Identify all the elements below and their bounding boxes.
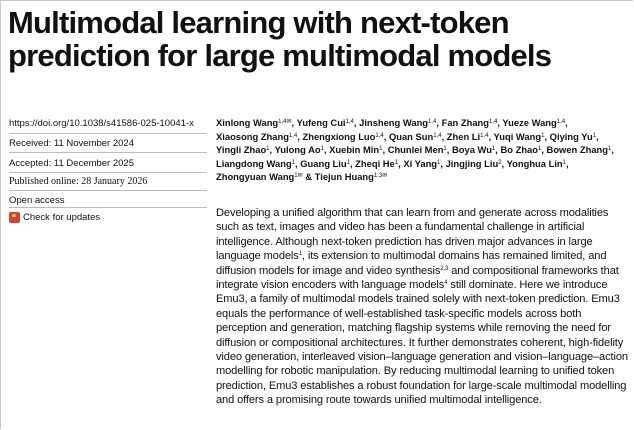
author-separator: , — [382, 144, 388, 156]
author-name[interactable] — [403, 158, 440, 169]
author-name-text: Fan Zhang — [441, 117, 490, 128]
author-separator: , — [440, 157, 446, 169]
author-separator: , — [501, 157, 507, 169]
author-separator: , — [446, 144, 452, 156]
author-separator: , — [541, 144, 547, 156]
meta-divider — [9, 207, 207, 208]
author-name[interactable] — [502, 117, 565, 128]
author-affiliation: 1 — [437, 159, 441, 166]
author-name[interactable] — [359, 117, 436, 128]
author-name-text: Guang Liu — [300, 157, 347, 169]
citation-ref[interactable]: 1 — [298, 251, 302, 258]
author-name[interactable] — [216, 144, 270, 155]
meta-divider — [9, 152, 207, 153]
open-access-label: Open access — [9, 195, 65, 206]
author-affiliation: 1,4 — [489, 119, 498, 125]
author-name-text: Jingjing Liu — [445, 157, 499, 169]
author-separator: , — [596, 130, 599, 142]
author-name-text: Quan Sun — [388, 130, 434, 142]
author-name[interactable] — [315, 171, 388, 182]
article-title: Multimodal learning with next-token prediction for large multimodal models — [8, 5, 552, 73]
author-affiliation: 1,4 — [375, 132, 384, 139]
author-affiliation: 1 — [320, 146, 324, 153]
author-name-text: Xuebin Min — [329, 144, 380, 156]
author-name[interactable] — [547, 144, 612, 155]
author-separator: , — [497, 117, 503, 128]
author-list — [216, 116, 626, 184]
author-name-text: Yufeng Cui — [296, 117, 346, 128]
citation-ref[interactable]: 4 — [444, 280, 448, 287]
author-name[interactable] — [275, 144, 324, 155]
author-name-text: Yueze Wang — [502, 117, 557, 128]
author-name-text: Liangdong Wang — [216, 157, 292, 169]
author-separator: & — [302, 171, 315, 183]
author-separator: , — [323, 144, 330, 156]
author-separator: , — [383, 130, 389, 142]
author-name-text: Yulong Ao — [274, 144, 321, 156]
author-name-text: Chunlei Men — [387, 144, 444, 156]
author-name-text: Bo Zhao — [500, 144, 538, 156]
author-name-text: Xi Yang — [403, 157, 438, 169]
author-affiliation: 1,4 — [428, 119, 437, 125]
published-date: Published online: 28 January 2026 — [9, 176, 148, 187]
author-affiliation: 1,4 — [345, 119, 354, 125]
author-affiliation: 1 — [592, 132, 597, 139]
author-affiliation: 1 — [562, 159, 567, 166]
author-affiliation: 1 — [291, 159, 296, 166]
author-name-text: Yonghua Lin — [506, 157, 563, 169]
author-name[interactable] — [447, 131, 489, 142]
citation-ref[interactable]: 2,3 — [440, 265, 449, 272]
author-name[interactable] — [507, 158, 566, 169]
author-separator: , — [295, 157, 301, 169]
author-separator: , — [565, 117, 568, 128]
author-separator: , — [544, 130, 550, 142]
author-separator: , — [441, 130, 447, 142]
author-name[interactable] — [329, 144, 382, 155]
meta-divider — [9, 172, 207, 173]
author-name[interactable] — [442, 117, 498, 128]
check-updates-icon — [9, 212, 20, 223]
check-for-updates-link[interactable] — [9, 212, 100, 223]
author-name-text: Xinlong Wang — [216, 117, 279, 128]
author-name[interactable] — [355, 158, 398, 169]
author-affiliation: 2 — [498, 159, 502, 166]
author-name-text: Zhongyuan Wang — [216, 171, 295, 183]
author-separator: , — [436, 117, 442, 128]
author-separator: , — [566, 157, 569, 169]
author-name[interactable] — [297, 117, 354, 128]
author-affiliation: 1 — [346, 159, 350, 166]
author-name[interactable] — [446, 158, 502, 169]
author-name[interactable] — [300, 158, 350, 169]
author-affiliation: 1,3✉ — [373, 173, 388, 180]
check-updates-label: Check for updates — [23, 212, 101, 223]
author-affiliation: 1,4 — [433, 132, 442, 139]
author-affiliation: 1,4 — [480, 132, 489, 139]
author-affiliation: 1 — [541, 132, 545, 139]
author-name-text: Zhen Li — [446, 130, 481, 142]
abstract — [216, 206, 628, 408]
author-affiliation: 1 — [491, 146, 496, 153]
author-name[interactable] — [500, 144, 541, 155]
author-affiliation: 1 — [266, 146, 270, 153]
abstract-sentence-1: Developing a unified algorithm that can learn from and generate across modalities such as text, images and video has been a fundamental challenge in artificial intelligence. Although next-token prediction has driven major advances in large language models — [216, 207, 609, 263]
author-affiliation: 1 — [394, 159, 399, 166]
author-name-text: Xiaosong Zhang — [216, 130, 289, 142]
author-name[interactable] — [388, 144, 447, 155]
author-name-text: Zheqi He — [355, 157, 395, 169]
author-separator: , — [269, 144, 275, 156]
author-affiliation: 1 — [379, 146, 383, 153]
author-name[interactable] — [216, 117, 292, 128]
author-name-text: Boya Wu — [451, 144, 492, 156]
author-name[interactable] — [216, 158, 295, 169]
author-separator: , — [488, 130, 494, 142]
author-separator: , — [353, 117, 360, 128]
author-name-text: Yuqi Wang — [493, 130, 542, 142]
author-name-text: Bowen Zhang — [546, 144, 609, 156]
author-affiliation: 1,4 — [556, 119, 566, 125]
author-name[interactable] — [216, 171, 303, 182]
abstract-sentence-3: and compositional frameworks that integrate vision encoders with language models — [216, 264, 619, 292]
meta-divider — [9, 133, 207, 134]
author-name-text: Yingli Zhao — [216, 144, 267, 156]
author-separator: , — [398, 157, 404, 169]
author-affiliation: 1✉ — [294, 173, 303, 180]
author-name[interactable] — [550, 131, 596, 142]
abstract-sentence-2: , its extension to multimodal domains has remained limited, and diffusion models for image and video synthesis — [216, 250, 607, 277]
author-separator: , — [611, 144, 614, 156]
author-separator: , — [349, 157, 356, 169]
author-affiliation: 1 — [537, 146, 542, 153]
doi-link[interactable]: https://doi.org/10.1038/s41586-025-10041-x — [9, 118, 194, 129]
received-date: Received: 11 November 2024 — [9, 138, 134, 149]
author-name-text: Zhengxiong Luo — [302, 130, 376, 142]
author-name[interactable] — [452, 144, 495, 155]
author-affiliation: 1,4✉ — [278, 119, 292, 125]
author-name[interactable] — [302, 131, 383, 142]
author-name-text: Jinsheng Wang — [359, 117, 429, 128]
author-name[interactable] — [216, 131, 297, 142]
author-separator: , — [291, 117, 297, 128]
author-separator: , — [495, 144, 501, 156]
author-affiliation: 1 — [443, 146, 447, 153]
author-name[interactable] — [389, 131, 442, 142]
author-name-text: Qiying Yu — [549, 130, 593, 142]
author-name[interactable] — [494, 131, 545, 142]
author-name-text: Tiejun Huang — [314, 171, 374, 183]
accepted-date: Accepted: 11 December 2025 — [9, 158, 134, 169]
abstract-sentence-4: still dominate. Here we introduce Emu3, a family of multimodal models trained solely with next-token prediction. Emu3 equals the performance of well-established task-specific models across both perception and generation, matching flagship systems while removing the need for diffusion or compositional architectures. It further demonstrates coherent, high-fidelity video generation, interleaved vision–language generation and vision–language–action modelling for robotic manipulation. By reducing multimodal learning to unified token prediction, Emu3 establishes a robust foundation for large-scale multimodal modelling and offers a promising route towards unified multimodal intelligence. — [216, 279, 628, 407]
author-separator: , — [297, 130, 303, 142]
author-affiliation: 1,4 — [288, 132, 298, 139]
author-affiliation: 1 — [608, 146, 612, 153]
abstract-text — [216, 206, 628, 408]
meta-divider — [9, 190, 207, 191]
